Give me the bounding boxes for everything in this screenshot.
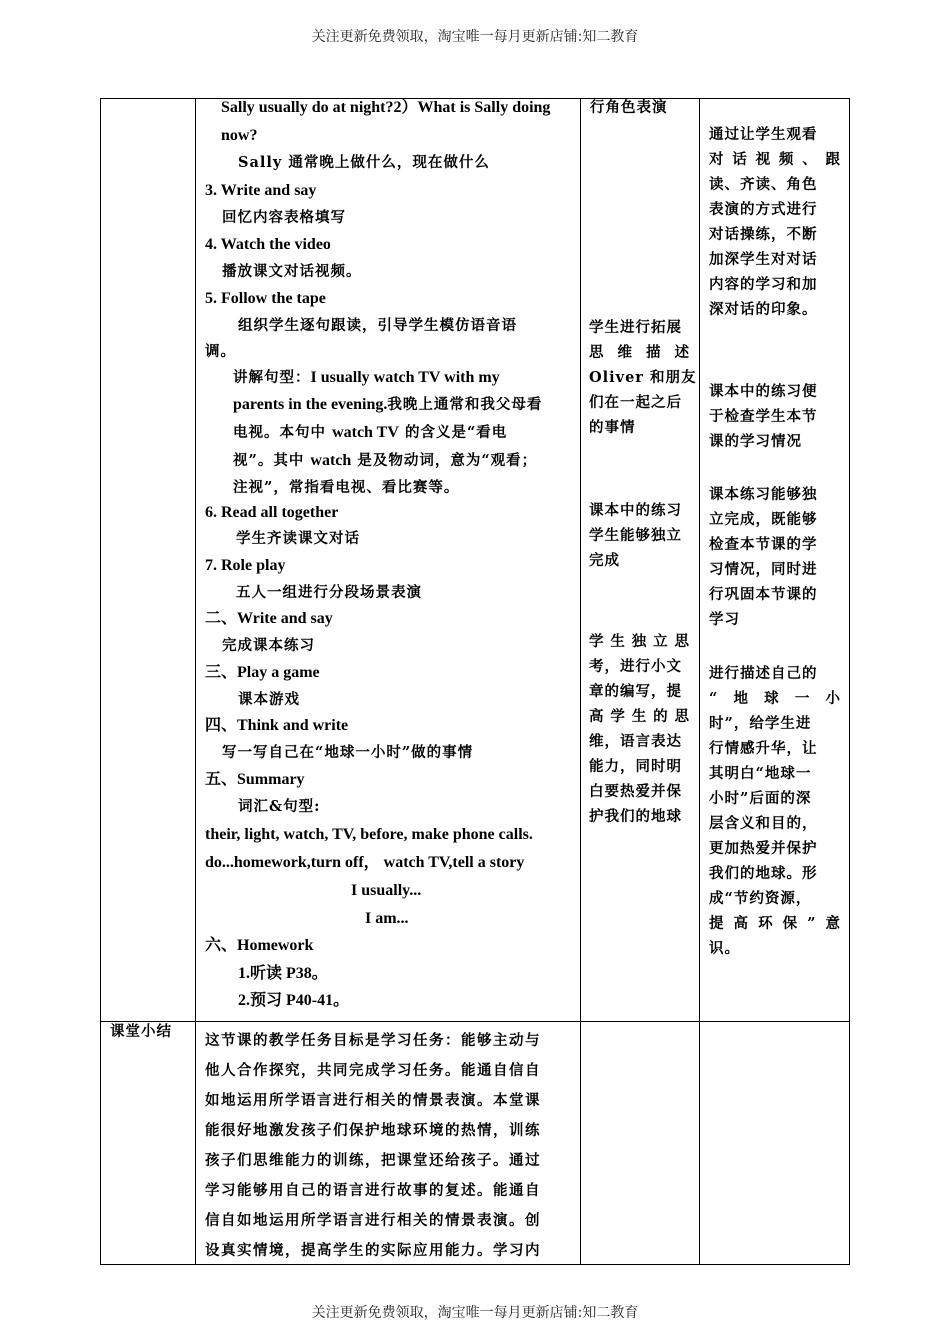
- grammar-text: 讲解句型：: [233, 369, 311, 386]
- student-activity-line: 白要热爱并保: [589, 783, 682, 800]
- grammar-text: watch: [310, 452, 352, 469]
- summary-line: 他人合作探究，共同完成学习任务。能通自信自: [205, 1062, 541, 1079]
- design-intent-line: 习情况，同时进: [709, 561, 818, 578]
- student-activity-line: 考，进行小文: [589, 658, 682, 675]
- student-activity-line: 的事情: [589, 419, 636, 436]
- design-intent-line: 检查本节课的学: [709, 536, 818, 553]
- design-intent-group: [709, 482, 841, 632]
- vocabulary-line: their, light, watch, TV, before, make phone calls.: [205, 826, 533, 843]
- design-intent-line: 成“节约资源，: [709, 890, 812, 907]
- summary-line: 能很好地激发孩子们保护地球环境的热情，训练: [205, 1122, 541, 1139]
- column-divider-2: [580, 98, 581, 1265]
- grammar-text: parents in the evening.: [233, 396, 388, 413]
- grammar-text: 电视。本句中: [233, 424, 333, 441]
- step-description: 学生齐读课文对话: [236, 530, 360, 547]
- student-activity-group: [589, 629, 690, 829]
- grammar-text: watch TV: [332, 424, 399, 441]
- step-description: 五人一组进行分段场景表演: [236, 584, 422, 601]
- design-intent-line: 提 高 环 保 ” 意: [709, 915, 841, 932]
- design-intent-line: 深对话的印象。: [709, 301, 818, 318]
- summary-line: 孩子们思维能力的训练，把课堂还给孩子。通过: [205, 1152, 541, 1169]
- step-description: 回忆内容表格填写: [222, 209, 346, 226]
- step-heading: 6. Read all together: [205, 504, 339, 521]
- student-activity-line: 思 维 描 述: [589, 344, 690, 361]
- design-intent-line: 于检查学生本节: [709, 408, 818, 425]
- step-description: 组织学生逐句跟读，引导学生模仿语音语: [238, 317, 517, 334]
- sentence-pattern: I usually...: [351, 882, 422, 899]
- question-line: Sally usually do at night?2）What is Sally doing: [221, 99, 551, 116]
- summary-paragraph: [205, 1026, 573, 1266]
- section-heading: 五、Summary: [205, 771, 305, 788]
- grammar-explanation: [233, 452, 537, 470]
- page-footer: 关注更新免费领取，淘宝唯一每月更新店铺:知二教育: [311, 1305, 639, 1321]
- column-divider-1: [195, 98, 196, 1265]
- row-divider: [100, 1021, 850, 1022]
- grammar-text: 的含义是“看电: [398, 424, 508, 441]
- page-header: 关注更新免费领取，淘宝唯一每月更新店铺:知二教育: [311, 29, 639, 45]
- grammar-text: 视”。其中: [233, 452, 311, 469]
- summary-label: 课堂小结: [110, 1023, 172, 1040]
- student-activity-line: 完成: [589, 552, 620, 569]
- design-intent-line: 行情感升华，让: [709, 740, 818, 757]
- grammar-explanation: [233, 369, 500, 387]
- step-heading: 7. Role play: [205, 557, 286, 574]
- step-heading: 5. Follow the tape: [205, 290, 326, 307]
- design-intent-line: 课本中的练习便: [709, 383, 818, 400]
- student-activity-line: 能力，同时明: [589, 758, 682, 775]
- section-description: 完成课本练习: [222, 637, 315, 654]
- design-intent-line: 对 话 视 频 、 跟: [709, 151, 841, 168]
- sentence-pattern: I am...: [365, 910, 409, 927]
- design-intent-line: 进行描述自己的: [709, 665, 818, 682]
- design-intent-line: 其明白“地球一: [709, 765, 812, 782]
- step-heading: 4. Watch the video: [205, 236, 331, 253]
- design-intent-line: 对话操练，不断: [709, 226, 818, 243]
- design-intent-line: 学习: [709, 611, 740, 628]
- table-right-border: [849, 98, 850, 1265]
- student-activity-top: 行角色表演: [590, 99, 668, 116]
- student-activity-line: 学生进行拓展: [589, 319, 682, 336]
- section-heading: 六、Homework: [205, 937, 314, 954]
- design-intent-line: 表演的方式进行: [709, 201, 818, 218]
- question-line: now?: [221, 127, 258, 144]
- student-activity-line: Oliver 和朋友: [589, 369, 697, 386]
- design-intent-line: 时”，给学生进: [709, 715, 812, 732]
- design-intent-line: 立完成，既能够: [709, 511, 818, 528]
- student-activity-line: 章的编写，提: [589, 683, 682, 700]
- grammar-text: 注视”，常指看电视、看比赛等。: [233, 479, 460, 496]
- design-intent-line: 加深学生对对话: [709, 251, 818, 268]
- design-intent-line: 行巩固本节课的: [709, 586, 818, 603]
- student-activity-line: 维，语言表达: [589, 733, 682, 750]
- step-description: 播放课文对话视频。: [222, 263, 362, 280]
- design-intent-group: [709, 661, 841, 961]
- design-intent-group: [709, 122, 841, 322]
- summary-line: 信自如地运用所学语言进行相关的情景表演。创: [205, 1212, 541, 1229]
- student-activity-line: 学 生 独 立 思: [589, 633, 690, 650]
- design-intent-line: 内容的学习和加: [709, 276, 818, 293]
- question-translation: Sally 通常晚上做什么，现在做什么: [238, 154, 490, 171]
- homework-item: 2.预习 P40-41。: [238, 992, 350, 1009]
- homework-item: 1.听读 P38。: [238, 965, 328, 982]
- summary-line: 设真实情境，提高学生的实际应用能力。学习内: [205, 1242, 541, 1259]
- step-heading: 3. Write and say: [205, 182, 317, 199]
- design-intent-line: 小时”后面的深: [709, 790, 812, 807]
- design-intent-line: “ 地 球 一 小: [709, 690, 841, 707]
- student-activity-line: 护我们的地球: [589, 808, 682, 825]
- student-activity-group: [589, 315, 697, 440]
- grammar-explanation: [233, 424, 507, 442]
- grammar-explanation: [233, 396, 542, 414]
- design-intent-line: 课本练习能够独: [709, 486, 818, 503]
- grammar-text: 是及物动词，意为“观看；: [351, 452, 538, 469]
- design-intent-line: 更加热爱并保护: [709, 840, 818, 857]
- section-heading: 二、Write and say: [205, 610, 333, 627]
- column-divider-3: [699, 98, 700, 1265]
- step-description: 调。: [205, 343, 236, 360]
- student-activity-line: 高 学 生 的 思: [589, 708, 690, 725]
- table-left-border: [100, 98, 101, 1265]
- design-intent-line: 我们的地球。形: [709, 865, 818, 882]
- design-intent-line: 通过让学生观看: [709, 126, 818, 143]
- section-description: 词汇&句型:: [238, 798, 321, 815]
- student-activity-line: 学生能够独立: [589, 527, 682, 544]
- vocabulary-line: do...homework,turn off， watch TV,tell a story: [205, 854, 525, 871]
- summary-line: 这节课的教学任务目标是学习任务：能够主动与: [205, 1032, 541, 1049]
- design-intent-line: 识。: [709, 940, 740, 957]
- design-intent-line: 读、齐读、角色: [709, 176, 818, 193]
- summary-line: 学习能够用自己的语言进行故事的复述。能通自: [205, 1182, 541, 1199]
- student-activity-line: 课本中的练习: [589, 502, 682, 519]
- grammar-text: I usually watch TV with my: [310, 369, 500, 386]
- summary-line: 如地运用所学语言进行相关的情景表演。本堂课: [205, 1092, 541, 1109]
- section-heading: 三、Play a game: [205, 664, 320, 681]
- design-intent-line: 课的学习情况: [709, 433, 802, 450]
- section-description: 写一写自己在“地球一小时”做的事情: [222, 744, 474, 761]
- design-intent-line: 层含义和目的，: [709, 815, 818, 832]
- section-description: 课本游戏: [238, 691, 300, 708]
- design-intent-group: [709, 379, 841, 454]
- section-heading: 四、Think and write: [205, 717, 349, 734]
- student-activity-group: [589, 498, 690, 573]
- grammar-text: 我晚上通常和我父母看: [387, 396, 543, 413]
- student-activity-line: 们在一起之后: [589, 394, 682, 411]
